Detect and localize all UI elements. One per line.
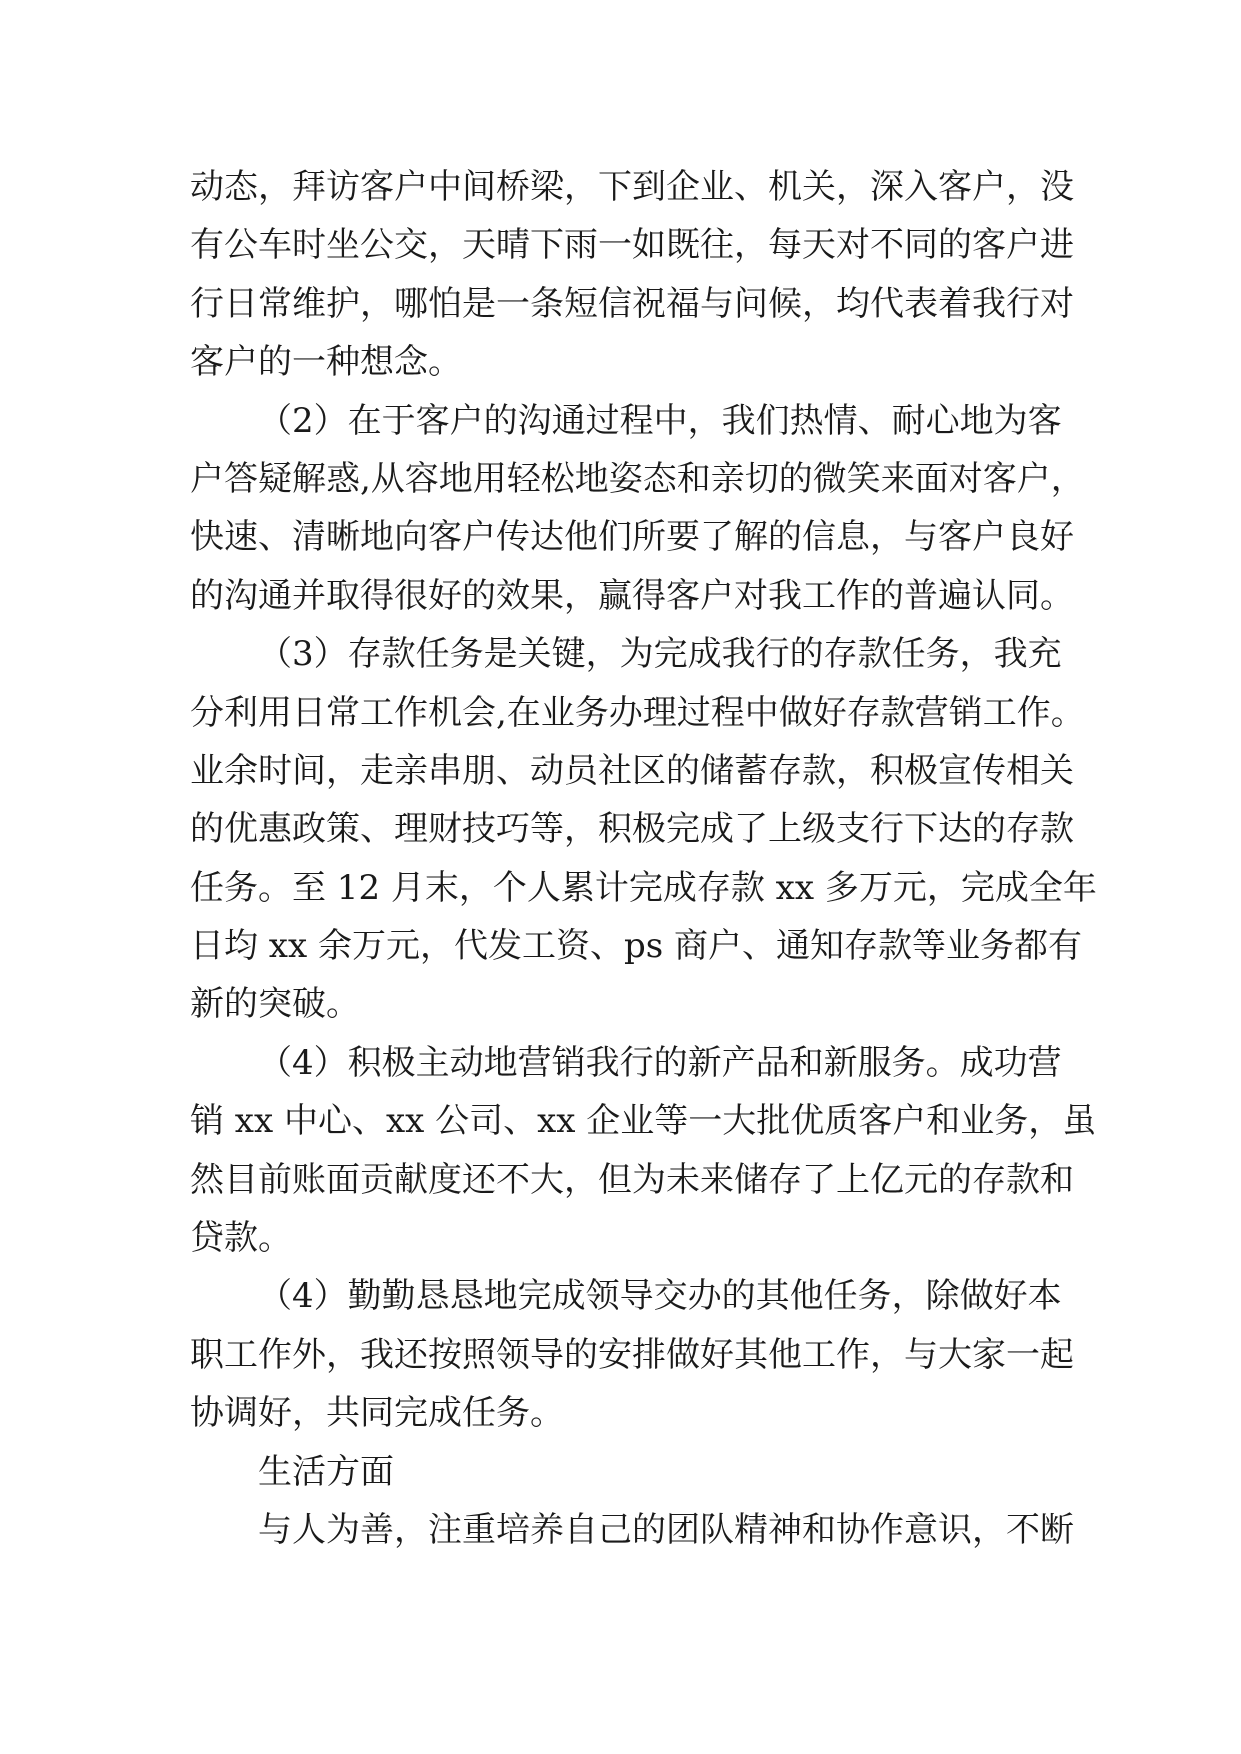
text-line: 任务。至 12 月末，个人累计完成存款 xx 多万元，完成全年 bbox=[190, 867, 1097, 908]
document-body bbox=[190, 158, 1097, 1559]
text-line: 销 xx 中心、xx 公司、xx 企业等一大批优质客户和业务，虽 bbox=[190, 1101, 1097, 1142]
paragraph-start-line: （4）积极主动地营销我行的新产品和新服务。成功营 bbox=[258, 1042, 1062, 1083]
text-line: 然目前账面贡献度还不大，但为未来储存了上亿元的存款和 bbox=[190, 1159, 1074, 1200]
text-line: 职工作外，我还按照领导的安排做好其他工作，与大家一起 bbox=[190, 1334, 1074, 1375]
text-line: 分利用日常工作机会,在业务办理过程中做好存款营销工作。 bbox=[190, 692, 1085, 733]
text-line: 日均 xx 余万元，代发工资、ps 商户、通知存款等业务都有 bbox=[190, 926, 1082, 967]
text-line: 新的突破。 bbox=[190, 984, 360, 1025]
text-line: 行日常维护，哪怕是一条短信祝福与问候，均代表着我行对 bbox=[190, 283, 1074, 324]
text-line: 协调好，共同完成任务。 bbox=[190, 1393, 564, 1434]
paragraph-start-line: （4）勤勤恳恳地完成领导交办的其他任务，除做好本 bbox=[258, 1276, 1062, 1317]
text-line: 业余时间，走亲串朋、动员社区的储蓄存款，积极宣传相关 bbox=[190, 750, 1074, 791]
paragraph-start-line: 与人为善，注重培养自己的团队精神和协作意识，不断 bbox=[258, 1509, 1074, 1550]
text-line: 贷款。 bbox=[190, 1218, 292, 1259]
text-line: 客户的一种想念。 bbox=[190, 342, 462, 383]
paragraph-start-line: （2）在于客户的沟通过程中，我们热情、耐心地为客 bbox=[258, 400, 1062, 441]
paragraph-start-line: （3）存款任务是关键，为完成我行的存款任务，我充 bbox=[258, 634, 1062, 675]
text-line: 有公车时坐公交，天晴下雨一如既往，每天对不同的客户进 bbox=[190, 225, 1074, 266]
text-line: 的优惠政策、理财技巧等，积极完成了上级支行下达的存款 bbox=[190, 809, 1074, 850]
text-line: 户答疑解惑,从容地用轻松地姿态和亲切的微笑来面对客户， bbox=[190, 458, 1085, 499]
text-line: 快速、清晰地向客户传达他们所要了解的信息，与客户良好 bbox=[190, 517, 1074, 558]
text-line: 的沟通并取得很好的效果，赢得客户对我工作的普遍认同。 bbox=[190, 575, 1074, 616]
section-heading: 生活方面 bbox=[258, 1451, 394, 1492]
text-line: 动态，拜访客户中间桥梁，下到企业、机关，深入客户，没 bbox=[190, 167, 1074, 207]
